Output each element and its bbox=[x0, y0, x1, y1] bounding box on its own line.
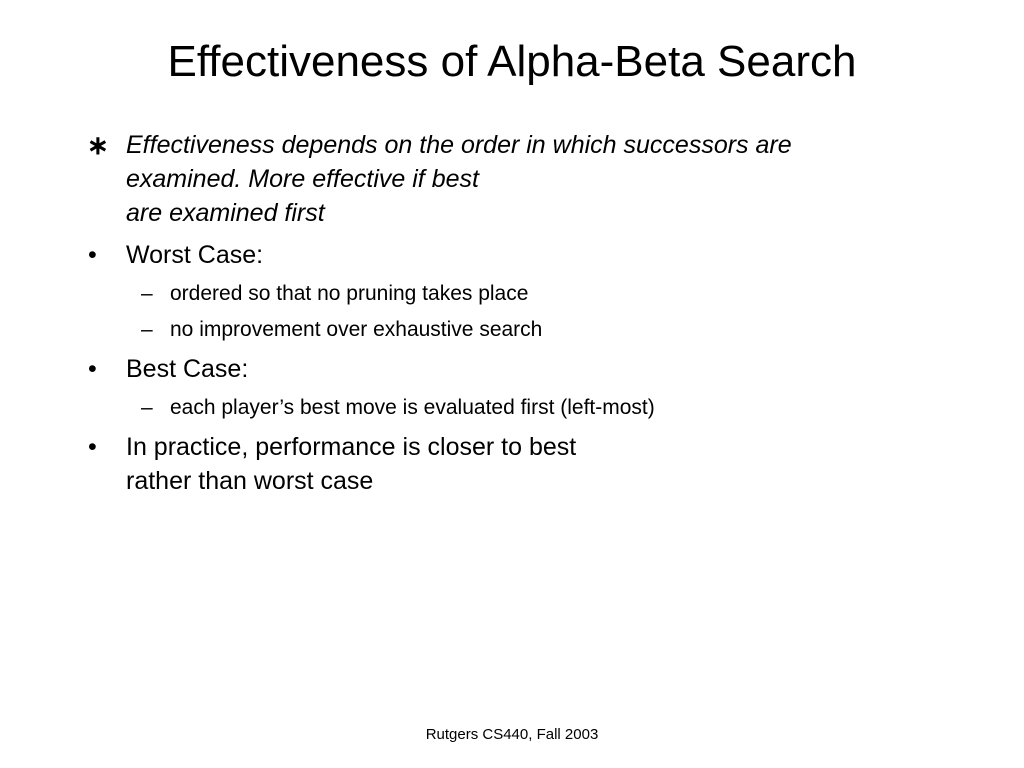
dash-bullet-icon: – bbox=[141, 318, 153, 341]
bullet-dot-icon: • bbox=[88, 355, 97, 383]
slide-footer: Rutgers CS440, Fall 2003 bbox=[425, 726, 599, 743]
asterisk-bullet-icon: ∗ bbox=[87, 130, 109, 160]
sub-bullet-no-pruning bbox=[84, 280, 964, 308]
bullet-worst-case-label: Worst Case: bbox=[126, 241, 264, 269]
bullet-intro bbox=[84, 128, 964, 230]
bullet-best-case-label: Best Case: bbox=[126, 355, 249, 383]
bullet-best-case bbox=[84, 352, 964, 386]
sub-bullet-no-pruning-text: ordered so that no pruning takes place bbox=[170, 282, 529, 305]
dash-bullet-icon: – bbox=[141, 396, 153, 419]
bullet-in-practice-line-1: In practice, performance is closer to best bbox=[126, 433, 577, 461]
sub-bullet-best-move-first-text: each player’s best move is evaluated first (left-most) bbox=[170, 396, 655, 419]
bullet-in-practice bbox=[84, 430, 964, 498]
bullet-in-practice-line-2: rather than worst case bbox=[126, 467, 374, 495]
sub-bullet-no-improvement-text: no improvement over exhaustive search bbox=[170, 318, 543, 341]
bullet-intro-line-1: Effectiveness depends on the order in which successors are bbox=[126, 131, 792, 159]
bullet-intro-line-2: examined. More effective if best bbox=[126, 165, 479, 193]
bullet-worst-case bbox=[84, 238, 964, 272]
slide-title: Effectiveness of Alpha-Beta Search bbox=[167, 37, 857, 86]
dash-bullet-icon: – bbox=[141, 282, 153, 305]
sub-bullet-best-move-first bbox=[84, 394, 964, 422]
bullet-intro-line-3: are examined first bbox=[126, 199, 325, 227]
bullet-dot-icon: • bbox=[88, 433, 97, 461]
sub-bullet-no-improvement bbox=[84, 316, 964, 344]
slide-body bbox=[84, 128, 964, 506]
bullet-dot-icon: • bbox=[88, 241, 97, 269]
